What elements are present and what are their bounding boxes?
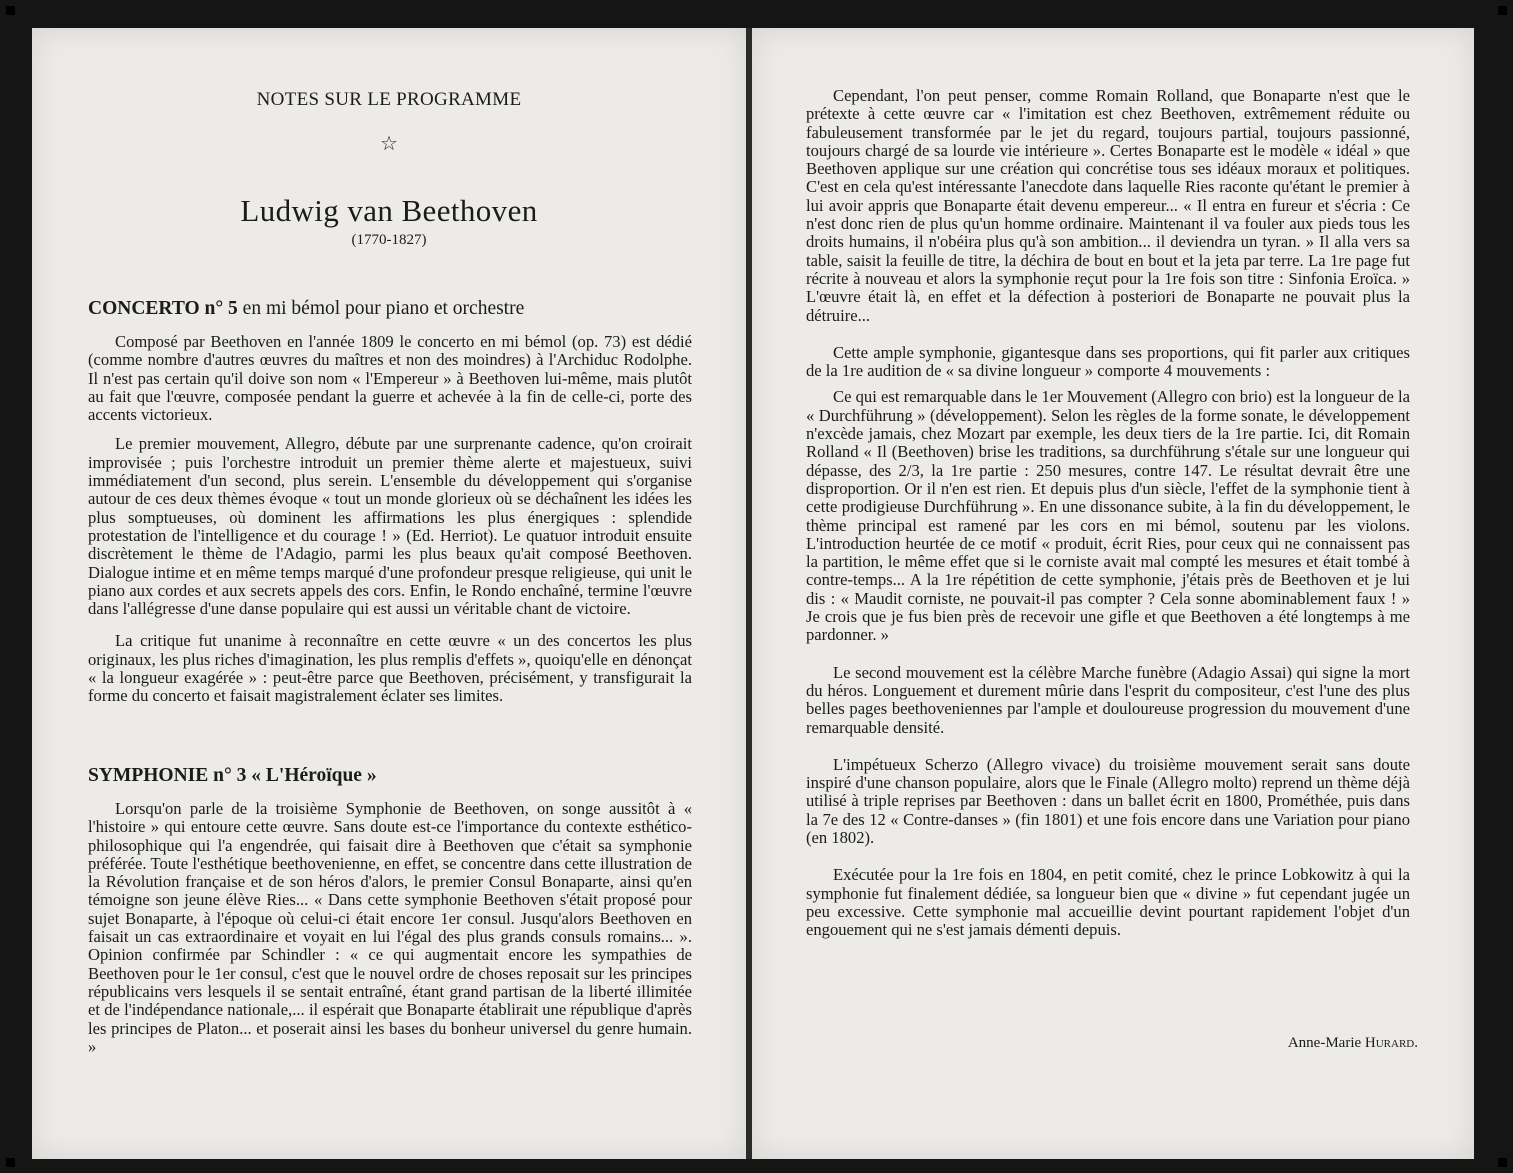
concerto-title-rest: en mi bémol pour piano et orchestre xyxy=(237,298,525,319)
corner-mark-top-right xyxy=(1498,6,1507,15)
signature-given: Anne-Marie xyxy=(1287,1035,1365,1051)
concerto-text xyxy=(88,333,692,706)
author-signature xyxy=(1288,1035,1418,1052)
concerto-title xyxy=(88,298,524,320)
signature-end: . xyxy=(1414,1035,1418,1051)
symphonie-text xyxy=(88,800,692,1056)
concerto-paragraph: Le premier mouvement, Allegro, débute par une surprenante cadence, qu'on croirait improvisée ; puis l'orchestre introduit un premier thème alerte et majestueux, suivi immédiatement d'un second, plus serein. L'ensemble du développement qui s'organise autour de ces deux thèmes évoque « tout un monde glorieux où se déchaînent les idées les plus somptueuses, où dominent les affirmations les plus énergiques : splendide protestation de l'intelligence et du courage ! » (Ed. Herriot). Le quatuor introduit ensuite discrètement le thème de l'Adagio, parmi les plus beaux qu'ait composé Beethoven. Dialogue intime et en même temps marqué d'une profondeur presque religieuse, qui unit le piano aux cordes et aux secrets appels des cors. Enfin, le Rondo enchaîné, termine l'œuvre dans l'allégresse d'une danse populaire qui est aussi un véritable chant de victoire. xyxy=(88,434,692,619)
left-page xyxy=(32,28,746,1159)
composer-dates: (1770-1827) xyxy=(351,232,427,248)
corner-mark-bottom-right xyxy=(1498,1158,1507,1167)
star-icon: ☆ xyxy=(380,133,398,155)
concerto-paragraph: Composé par Beethoven en l'année 1809 le concerto en mi bémol (op. 73) est dédié (comme nombre d'autres œuvres du maîtres et non des moindres) à l'Archiduc Rodolphe. Il n'est pas certain qu'il doive son nom « l'Empereur » à Beethoven lui-même, mais plutôt au fait que l'œuvre, composée pendant la guerre et achevée à la fin de celle-ci, porte des accents victorieux. xyxy=(88,332,692,425)
concerto-title-bold: CONCERTO n° 5 xyxy=(88,298,238,319)
symphonie-paragraph: Lorsqu'on parle de la troisième Symphonie de Beethoven, on songe aussitôt à « l'histoire » qui entoure cette œuvre. Sans doute est-ce l'importance du contexte esthético-philosophique qui l'a engendrée, qui faisait dire à Beethoven que c'était sa symphonie préférée. Toute l'esthétique beethovenienne, en effet, se concentre dans cette illustration de la Révolution française et de son héros d'alors, le premier Consul Bonaparte, ainsi qu'en témoigne son jeune élève Ries... « Dans cette symphonie Beethoven s'était proposé pour sujet Bonaparte, à l'époque où celui-ci était encore 1er consul. Jusqu'alors Beethoven en faisait un cas extraordinaire et voyait en lui l'égal des plus grands consuls romains... ». Opinion confirmée par Schindler : « ce qui augmentait encore les sympathies de Beethoven pour le 1er consul, c'est que le nouvel ordre de choses reposait sur les principes républicains vers lesquels il se sentait entraîné, étant grand partisan de la liberté illimitée et de l'indépendance nationale,... il espérait que Bonaparte établirait une république d'après les principes de Platon... et poserait ainsi les bases du bonheur universel du genre humain. » xyxy=(88,799,692,1056)
symphonie-title-bold: SYMPHONIE n° 3 « L'Héroïque » xyxy=(88,765,377,786)
right-text xyxy=(806,87,1410,939)
right-paragraph: Cependant, l'on peut penser, comme Romain Rolland, que Bonaparte n'est que le prétexte à cette œuvre car « l'imitation est chez Beethoven, extrêmement réduite ou fabuleusement transformée par le jet du regard, toujours partial, toujours passionné, toujours chargé de sa lourde vie intérieure ». Certes Bonaparte est le modèle « idéal » que Beethoven applique sur une création qui concrétise tous ses idéaux moraux et politiques. C'est en cela qu'est intéressante l'anecdote dans laquelle Ries raconte qu'étant le premier à lui avoir appris que Bonaparte était devenu empereur... « Il entra en fureur et s'écria : Ce n'est donc rien de plus qu'un homme ordinaire. Maintenant il va fouler aux pieds tous les droits humains, il n'obéira plus qu'à son ambition... il deviendra un tyran. » Il alla vers sa table, saisit la feuille de titre, la déchira de bout en bout et la jeta par terre. La 1re page fut récrite à nouveau et alors la symphonie reçut pour la 1re fois son titre : Sinfonia Eroïca. » L'œuvre était là, en effet et la défection à posteriori de Bonaparte ne pouvait plus la détruire... xyxy=(806,86,1410,325)
right-paragraph: Exécutée pour la 1re fois en 1804, en petit comité, chez le prince Lobkowitz à qui la symphonie fut finalement dédiée, sa longueur bien que « divine » fut cependant jugée un peu excessive. Cette symphonie mal accueillie devint pourtant rapidement l'objet d'un engouement qui ne s'est jamais démenti depuis. xyxy=(806,865,1410,940)
corner-mark-top-left xyxy=(6,6,15,15)
concerto-paragraph: La critique fut unanime à reconnaître en cette œuvre « un des concertos les plus originaux, les plus riches d'imagination, les plus remplis d'effets », quoiqu'elle en dénonçat « la longueur exagérée » : peut-être parce que Beethoven, précisément, y transfigurait la forme du concerto et faisait magistralement éclater ses limites. xyxy=(88,631,692,706)
right-paragraph: L'impétueux Scherzo (Allegro vivace) du troisième mouvement serait sans doute inspiré d'une chanson populaire, alors que le Finale (Allegro molto) reprend un thème déjà utilisé à triple reprises par Beethoven : dans un ballet écrit en 1800, Prométhée, puis dans la 7e des 12 « Contre-danses » (fin 1801) et une fois encore dans une Variation pour piano (en 1802). xyxy=(806,754,1410,847)
right-paragraph: Ce qui est remarquable dans le 1er Mouvement (Allegro con brio) est la longueur de la « Durchführung » (développement). Selon les règles de la forme sonate, le développement n'excède jamais, chez Mozart par exemple, les deux tiers de la 1re partie. Ici, dit Romain Rolland « Il (Beethoven) brise les traditions, sa durchführung s'étale sur une longueur qui dépasse, des 2/3, la 1re partie : 250 mesures, contre 147. Le résultat devrait être une disproportion. Or il n'en est rien. Et depuis plus d'un siècle, l'effet de la symphonie tient à cette prodigieuse Durchführung ». En une dissonance subite, à la fin du développement, le thème principal est ramené par les cors en mi bémol, soutenu par les violons. L'introduction heurtée de ce motif « produit, écrit Ries, pour ceux qui ne connaissent pas la partition, le même effet que si le corniste avait mal compté les mesures et était tombé à contre-temps... A la 1re répétition de cette symphonie, j'étais près de Beethoven et je lui dis : « Maudit corniste, ne pouvait-il pas compter ? Cela sonne abominablement faux ! » Je crois que je fus bien près de recevoir une gifle et que Beethoven a été longtemps à me pardonner. » xyxy=(806,387,1410,645)
notes-title: NOTES SUR LE PROGRAMME xyxy=(256,89,522,110)
corner-mark-bottom-left xyxy=(6,1158,15,1167)
right-page xyxy=(752,28,1474,1159)
right-paragraph: Cette ample symphonie, gigantesque dans ses proportions, qui fit parler aux critiques de la 1re audition de « sa divine longueur » comporte 4 mouvements : xyxy=(806,342,1410,381)
composer-name: Ludwig van Beethoven xyxy=(240,193,538,228)
symphonie-title xyxy=(88,765,377,787)
signature-family: Hurard xyxy=(1364,1035,1415,1051)
right-paragraph: Le second mouvement est la célèbre Marche funèbre (Adagio Assai) qui signe la mort du héros. Longuement et durement mûrie dans l'esprit du compositeur, c'est l'une des plus belles pages beethoveniennes par l'ample et douloureuse progression du mouvement d'une remarquable densité. xyxy=(806,662,1410,737)
